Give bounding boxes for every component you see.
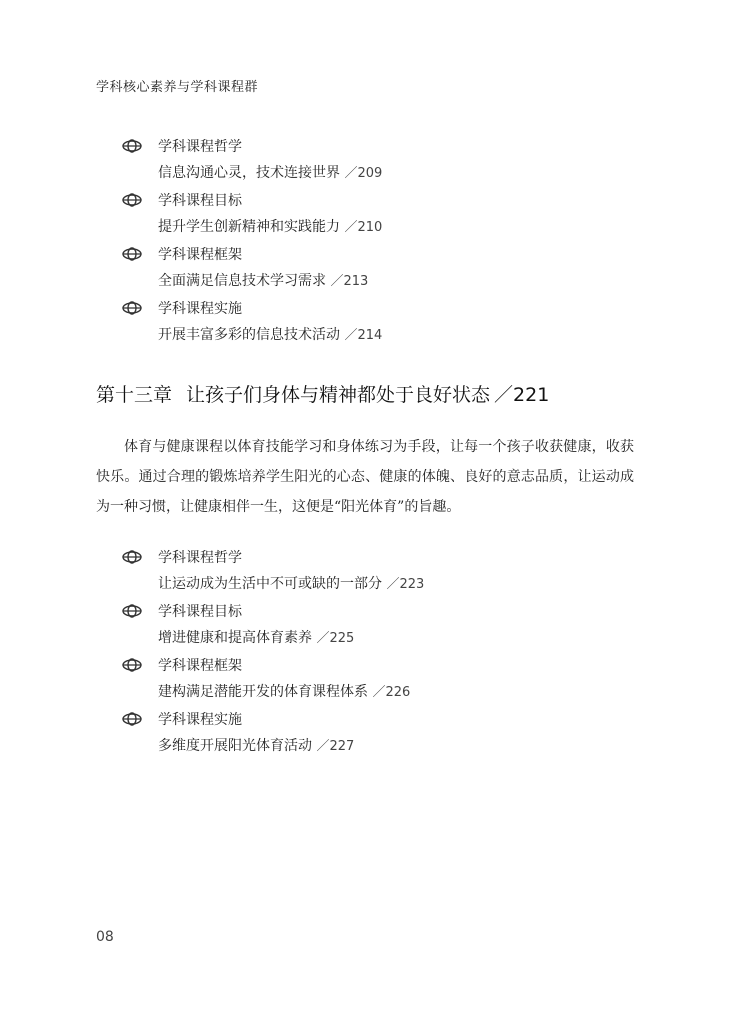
toc-page-number: ／209 bbox=[344, 166, 383, 181]
toc-heading: 学科课程哲学 bbox=[158, 139, 242, 155]
toc-heading: 学科课程目标 bbox=[158, 604, 242, 620]
coin-bullet-icon bbox=[122, 550, 142, 564]
toc-entry-text: 建构满足潜能开发的体育课程体系 bbox=[158, 684, 368, 700]
toc-entry bbox=[158, 735, 354, 755]
toc-page-number: ／227 bbox=[316, 739, 355, 754]
toc-entry bbox=[158, 162, 382, 182]
toc-page-number: ／223 bbox=[386, 577, 425, 592]
coin-bullet-icon bbox=[122, 193, 142, 207]
coin-bullet-icon bbox=[122, 604, 142, 618]
toc-entry-text: 提升学生创新精神和实践能力 bbox=[158, 219, 340, 235]
chapter-heading[interactable] bbox=[96, 380, 549, 407]
chapter-page-number: ／221 bbox=[494, 384, 550, 406]
chapter-title: 让孩子们身体与精神都处于良好状态 bbox=[186, 384, 491, 406]
toc-entry bbox=[158, 627, 354, 647]
running-head: 学科核心素养与学科课程群 bbox=[96, 80, 259, 95]
coin-bullet-icon bbox=[122, 139, 142, 153]
toc-entry bbox=[158, 216, 382, 236]
page-number: 08 bbox=[96, 929, 114, 945]
toc-page-number: ／225 bbox=[316, 631, 355, 646]
toc-page-number: ／213 bbox=[330, 274, 369, 289]
toc-entry bbox=[158, 681, 410, 701]
toc-entry-text: 多维度开展阳光体育活动 bbox=[158, 738, 312, 754]
toc-entry-text: 增进健康和提高体育素养 bbox=[158, 630, 312, 646]
toc-entry-text: 全面满足信息技术学习需求 bbox=[158, 273, 326, 289]
coin-bullet-icon bbox=[122, 658, 142, 672]
toc-page-number: ／214 bbox=[344, 328, 383, 343]
toc-heading: 学科课程实施 bbox=[158, 301, 242, 317]
chapter-number: 第十三章 bbox=[96, 384, 173, 406]
toc-heading: 学科课程哲学 bbox=[158, 550, 242, 566]
coin-bullet-icon bbox=[122, 247, 142, 261]
toc-heading: 学科课程目标 bbox=[158, 193, 242, 209]
toc-heading: 学科课程框架 bbox=[158, 247, 242, 263]
chapter-intro-paragraph: 体育与健康课程以体育技能学习和身体练习为手段，让每一个孩子收获健康，收获快乐。通过合理的锻炼培养学生阳光的心态、健康的体魄、良好的意志品质，让运动成为一种习惯，让健康相伴一生，这便是“阳光体育”的旨趣。 bbox=[96, 439, 634, 515]
coin-bullet-icon bbox=[122, 712, 142, 726]
toc-entry bbox=[158, 573, 424, 593]
toc-entry bbox=[158, 270, 368, 290]
coin-bullet-icon bbox=[122, 301, 142, 315]
toc-heading: 学科课程实施 bbox=[158, 712, 242, 728]
toc-entry-text: 开展丰富多彩的信息技术活动 bbox=[158, 327, 340, 343]
toc-entry-text: 信息沟通心灵，技术连接世界 bbox=[158, 165, 340, 181]
toc-heading: 学科课程框架 bbox=[158, 658, 242, 674]
toc-page-number: ／226 bbox=[372, 685, 411, 700]
toc-entry-text: 让运动成为生活中不可或缺的一部分 bbox=[158, 576, 382, 592]
toc-page-number: ／210 bbox=[344, 220, 383, 235]
toc-entry bbox=[158, 324, 382, 344]
